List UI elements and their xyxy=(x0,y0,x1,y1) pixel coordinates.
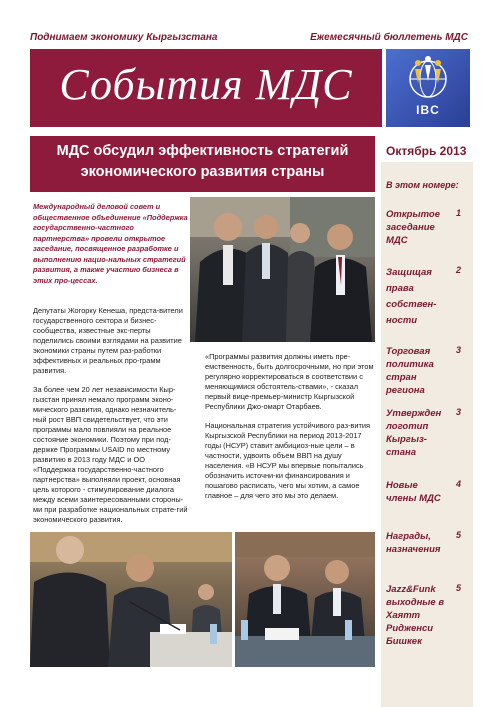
toc-item-page: 3 xyxy=(456,345,462,355)
bulletin-label: Ежемесячный бюллетень МДС xyxy=(310,32,468,43)
toc-item-page: 1 xyxy=(456,208,462,218)
article-paragraph: Национальная стратегия устойчивого раз-вития Кыргызской Республики на период 2013-2017 годы (НСУР) ставит амбициоз-ные цели – в частности, удвоить объем ВВП на душу населения. «В НСУР мы впервые попытались обозначить источни-ки финансирования и пошагово расписать, чего мы хотим, а самое главное – для чего это мы это делаем. xyxy=(205,421,370,500)
issue-date: Октябрь 2013 xyxy=(386,144,467,158)
ibc-logo xyxy=(386,49,470,127)
article-lead: Международный деловой совет и общественное объединение «Поддержка государственно-частного партнерства» провели открытое заседание, посвященное разработке и выполнению нацио-нальных стратегий развития, а также участию бизнеса в этих про-цессах. xyxy=(33,202,188,285)
article-column-left xyxy=(33,306,188,534)
toc-item-title: Открытое заседание МДС xyxy=(386,209,440,246)
article-headline: МДС обсудил эффективность стратегий экономического развития страны xyxy=(56,143,349,180)
sidebar xyxy=(381,162,473,707)
masthead xyxy=(30,49,382,127)
article-paragraph: «Программы развития должны иметь пре-емственность, быть долгосрочными, но при этом регулярно корректироваться в соответствии с меняющимися обстоятель-ствами», - сказал первый вице-премьер-министр Кыргызской Республики Джо-омарт Отарбаев. xyxy=(205,352,374,411)
toc-item-page: 4 xyxy=(456,479,462,489)
article-paragraph: За более чем 20 лет независимости Кыр-гызстан принял немало программ эконо-мического развития, однако незначитель-ный рост ВВП свидетельствует, что эти программы мало повлияли на реальное состояние экономики. Поэтому при под-держке Программы USAID по местному развитию в 2013 году МДС и ОО «Поддержка государственно-частного партнерства» выполняли проект, основная цель которого - стимулирование диалога между всеми заинтересованными стороны-ми при разработке национальных страте-гий экономического развития. xyxy=(33,385,188,524)
toc-item-page: 5 xyxy=(456,583,462,593)
photo-officials-table xyxy=(235,532,375,667)
toc-item-title: Торговая политика стран региона xyxy=(386,346,434,396)
slogan-text: Поднимаем экономику Кыргызстана xyxy=(30,32,218,43)
toc-heading: В этом номере: xyxy=(386,180,459,190)
headline-banner xyxy=(30,136,375,192)
toc-item-title: Награды, назначения xyxy=(386,531,441,555)
toc-item-title: Jazz&Funk выходные в Хаятт Ридженси Бишкек xyxy=(386,584,445,647)
logo-text: IBC xyxy=(416,103,440,117)
toc-item-page: 5 xyxy=(456,530,462,540)
toc-item-title: Новые члены МДС xyxy=(386,480,441,504)
newsletter-title: События МДС xyxy=(59,60,353,109)
article-column-right xyxy=(205,352,377,510)
globe-people-icon xyxy=(386,49,470,103)
toc-item-title: Утвержден логотип Кыргыз-стана xyxy=(386,408,442,458)
photo-participants-talking xyxy=(190,197,375,342)
photo-conference-table xyxy=(30,532,232,667)
top-strip xyxy=(0,32,500,47)
toc-item-title: Защищая права собствен-ности xyxy=(386,267,437,326)
toc-item-page: 2 xyxy=(456,265,462,275)
toc-item-page: 3 xyxy=(456,407,462,417)
article-paragraph: Депутаты Жогорку Кенеша, предста-вители государственного сектора и бизнес-сообщества, известные экс-перты поделились своими взглядами на развитие экономики страны путем раз-работки эффективных и реальных про-грамм развития. xyxy=(33,306,183,375)
